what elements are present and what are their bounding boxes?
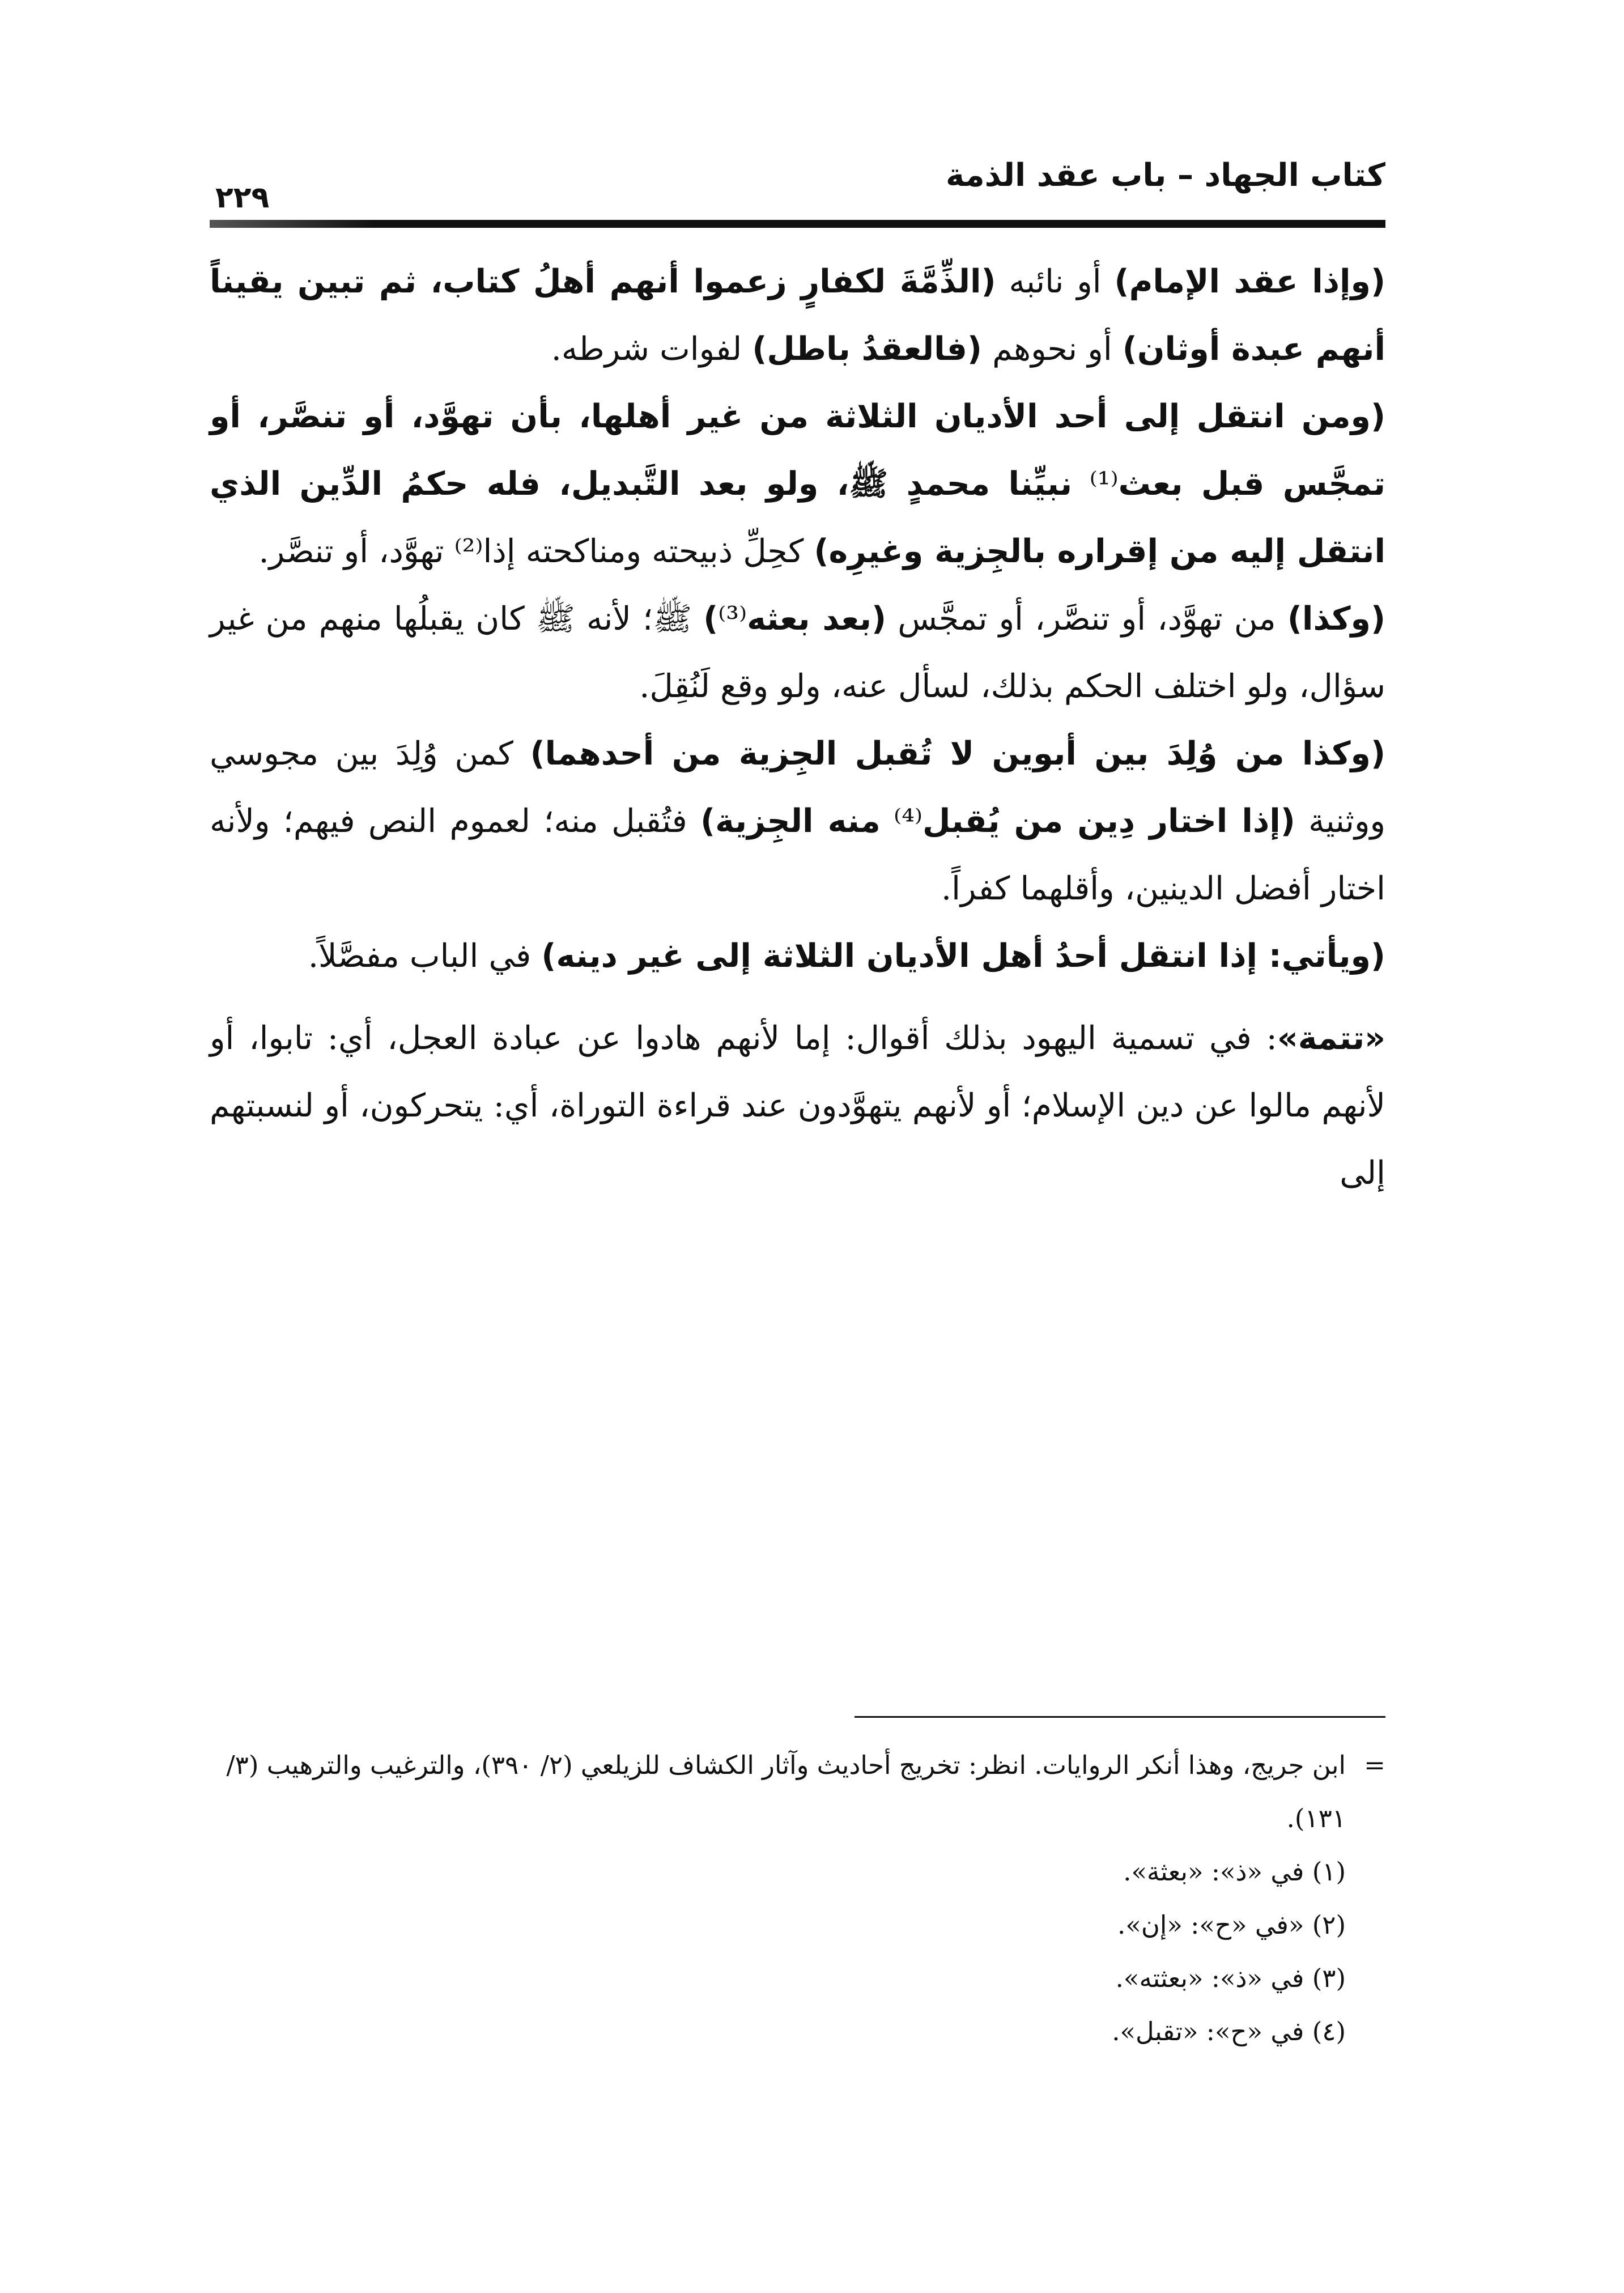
footnote-continuation (210, 1739, 1385, 1845)
footnote-rule (854, 1716, 1385, 1718)
footnote-4: (٤) في «ح»: «تقبل». (1112, 2016, 1346, 2046)
paragraph-5: (ويأتي: إذا انتقل أحدُ أهل الأديان الثلاثة إلى غير دينه) في الباب مفصَّلاً. (308, 937, 1385, 975)
paragraph-3: (وكذا) من تهوَّد، أو تنصَّر، أو تمجَّس (بعد بعثه⁽³⁾) ﷺ؛ لأنه ﷺ كان يقبلُها منهم من غير سؤال، ولو اختلف الحكم بذلك، لسأل عنه، ولو وقع لَنُقِلَ. (210, 600, 1386, 705)
footnote-2: (٢) «في «ح»: «إن». (1117, 1910, 1346, 1940)
continuation-marker: = (1364, 1750, 1385, 1780)
continuation-text: ابن جريج، وهذا أنكر الروايات. انظر: تخريج أحاديث وآثار الكشاف للزيلعي (٢/ ٣٩٠)، والترغيب والترهيب (٣/ ١٣١). (226, 1750, 1346, 1833)
footnote-1: (١) في «ذ»: «بعثة». (1123, 1857, 1346, 1887)
footnotes (210, 1739, 1385, 2058)
running-header (210, 153, 1385, 221)
main-text (210, 248, 1385, 1207)
header-title: كتاب الجهاد – باب عقد الذمة (946, 157, 1385, 194)
paragraph-1: (وإذا عقد الإمام) أو نائبه (الذِّمَّةَ لكفارٍ زعموا أنهم أهلُ كتاب، ثم تبين يقيناً أنهم عبدة أوثان) أو نحوهم (فالعقدُ باطل) لفوات شرطه. (210, 263, 1386, 368)
paragraph-4: (وكذا من وُلِدَ بين أبوين لا تُقبل الجِزية من أحدهما) كمن وُلِدَ بين مجوسي ووثنية (إذا اختار دِين من يُقبل⁽⁴⁾ منه الجِزية) فتُقبل منه؛ لعموم النص فيهم؛ ولأنه اختار أفضل الدينين، وأقلهما كفراً. (210, 735, 1386, 907)
header-rule (210, 220, 1385, 228)
footnote-3: (٣) في «ذ»: «بعثته». (1115, 1963, 1346, 1993)
paragraph-2: (ومن انتقل إلى أحد الأديان الثلاثة من غير أهلها، بأن تهوَّد، أو تنصَّر، أو تمجَّس قبل بعث⁽¹⁾ نبيِّنا محمدٍ ﷺ، ولو بعد التَّبديل، فله حكمُ الدِّين الذي انتقل إليه من إقراره بالجِزية وغيرِه) كحِلِّ ذبيحته ومناكحته إذا⁽²⁾ تهوَّد، أو تنصَّر. (210, 398, 1386, 570)
page-number: ٢٢٩ (215, 181, 270, 215)
paragraph-6: «تتمة»: في تسمية اليهود بذلك أقوال: إما لأنهم هادوا عن عبادة العجل، أي: تابوا، أو لأنهم مالوا عن دين الإسلام؛ أو لأنهم يتهوَّدون عند قراءة التوراة، أي: يتحركون، أو لنسبتهم إلى (210, 1020, 1385, 1192)
